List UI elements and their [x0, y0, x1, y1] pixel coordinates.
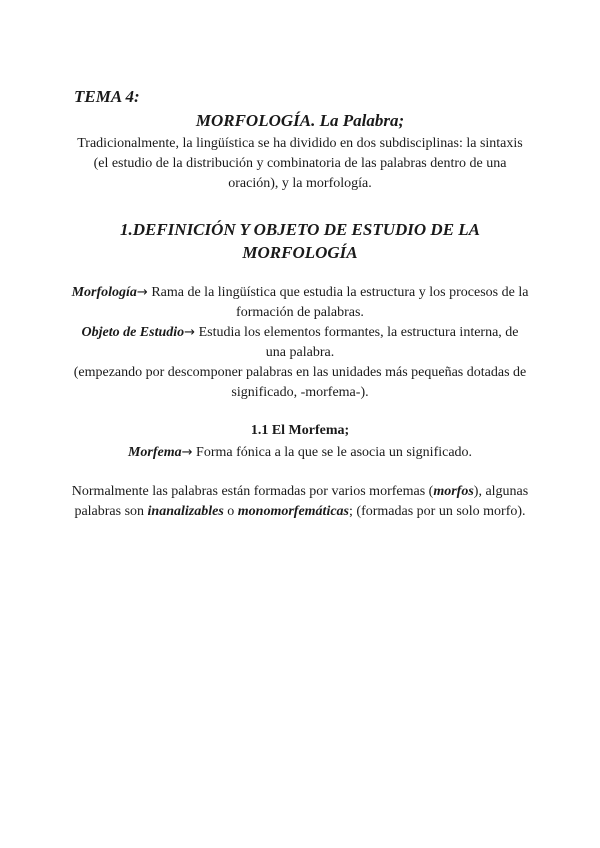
- definition-morfema: [70, 443, 530, 463]
- paragraph-text: Normalmente las palabras están formadas por varios morfemas (: [71, 484, 434, 499]
- tema-label: TEMA 4:: [74, 87, 140, 106]
- arrow-icon: →: [181, 445, 193, 460]
- definition-objeto: [70, 323, 530, 363]
- definition-morfologia: [70, 283, 530, 323]
- objeto-note: (empezando por descomponer palabras en las unidades más pequeñas dotadas de significado, -morfema-).: [73, 365, 527, 400]
- section-heading: 1.DEFINICIÓN Y OBJETO DE ESTUDIO DE LA MORFOLOGÍA: [119, 220, 481, 262]
- term-morfologia: Morfología: [71, 285, 137, 300]
- morfema-block: [70, 421, 530, 463]
- page-title: MORFOLOGÍA. La Palabra;: [195, 111, 405, 130]
- term-monomorfematicas: monomorfemáticas: [237, 504, 350, 519]
- definition-objeto-text: Estudia los elementos formantes, la estructura interna, de una palabra.: [195, 325, 519, 360]
- intro-paragraph: Tradicionalmente, la lingüística se ha dividido en dos subdisciplinas: la sintaxis (el estudio de la distribución y combinatoria de las palabras dentro de una oración), y la morfología.: [77, 136, 523, 191]
- arrow-icon: →: [184, 325, 196, 340]
- term-inanalizables: inanalizables: [147, 504, 224, 519]
- definitions-block: [70, 283, 530, 403]
- definition-morfologia-text: Rama de la lingüística que estudia la estructura y los procesos de la formación de palabras.: [147, 285, 529, 320]
- arrow-icon: →: [136, 285, 148, 300]
- term-morfema: Morfema: [127, 445, 182, 460]
- term-objeto-de-estudio: Objeto de Estudio: [81, 325, 185, 340]
- subsection-heading: 1.1 El Morfema;: [250, 423, 350, 438]
- term-morfos: morfos: [433, 484, 474, 499]
- paragraph-text: ), algunas palabras son: [74, 484, 529, 519]
- definition-morfema-text: Forma fónica a la que se le asocia un significado.: [192, 445, 473, 460]
- paragraph-text: ; (formadas por un solo morfo).: [349, 504, 526, 519]
- paragraph-text: o: [223, 504, 238, 519]
- morfos-paragraph: [70, 482, 530, 522]
